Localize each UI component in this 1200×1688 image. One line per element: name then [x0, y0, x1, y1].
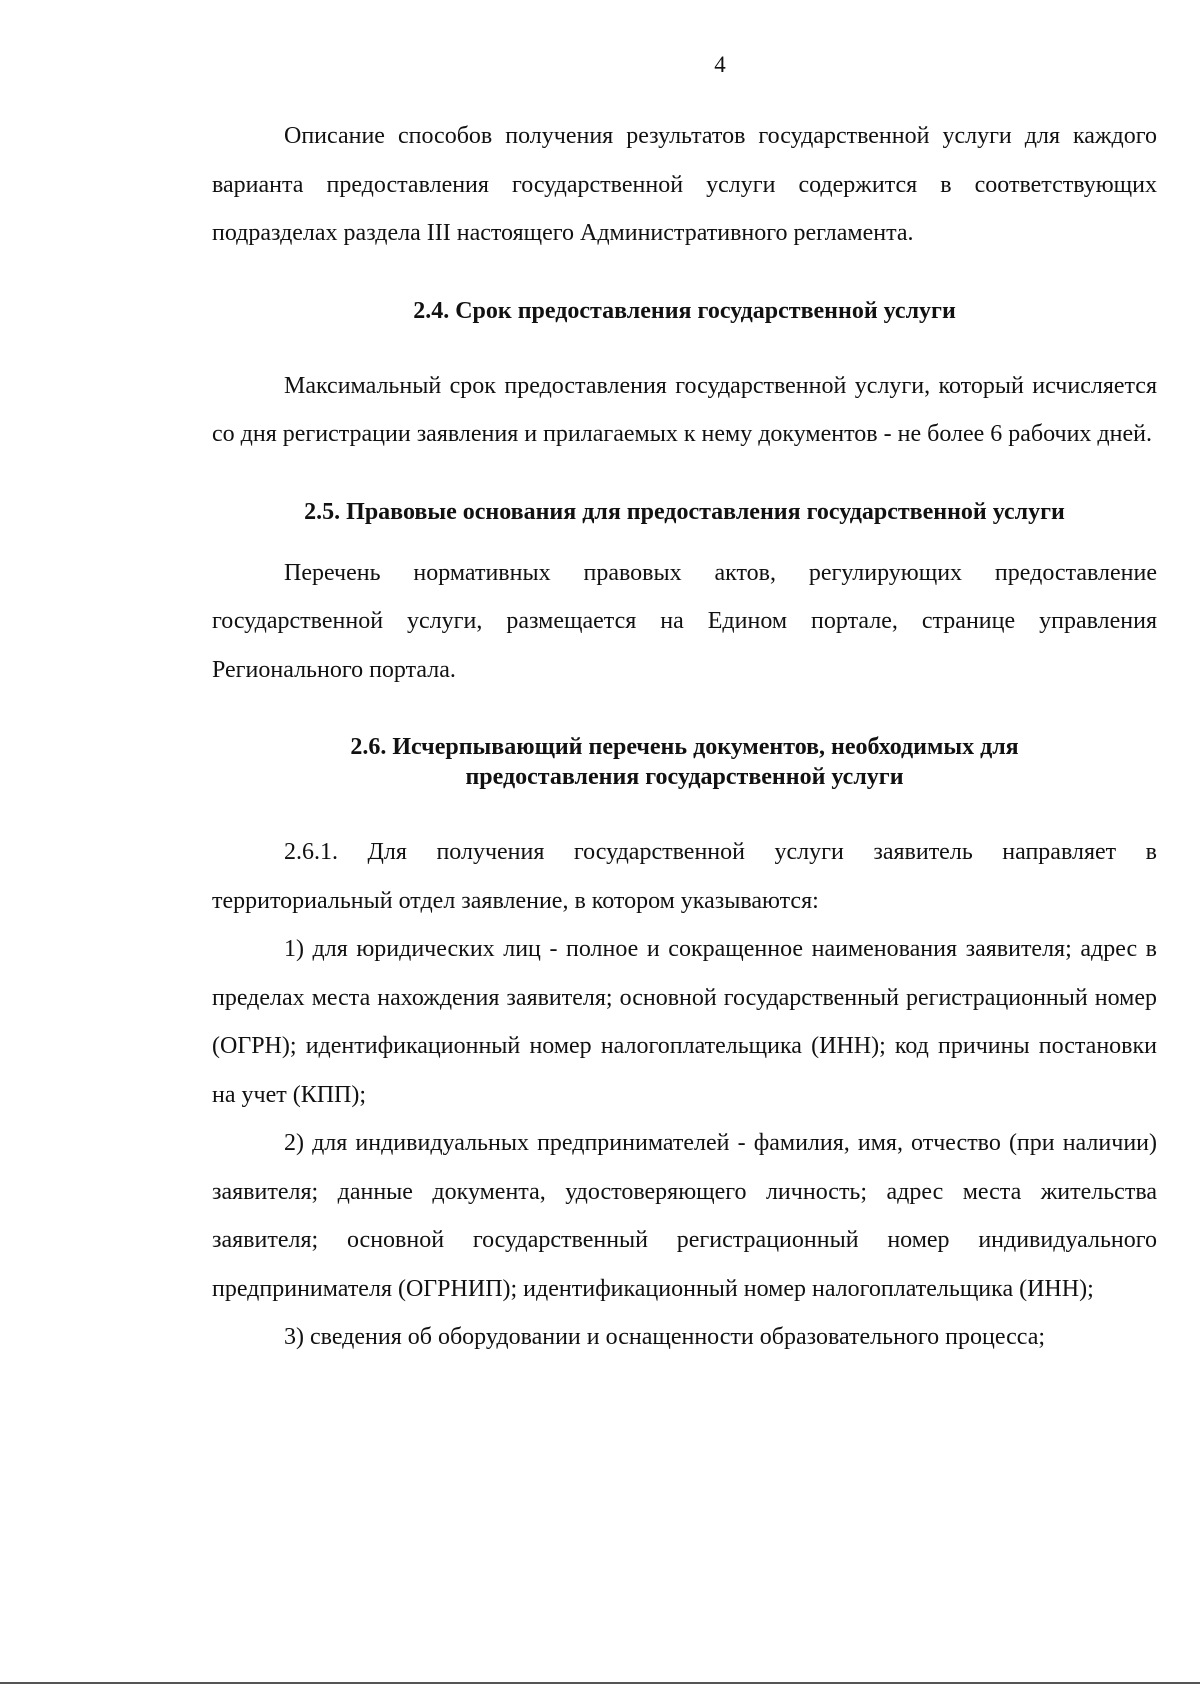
page-number: 4: [714, 52, 726, 77]
section-2-5-paragraph: Перечень нормативных правовых актов, регулирующих предоставление государственной услуги, размещается на Едином портале, странице управления Регионального портала.: [212, 559, 1157, 683]
list-item-entrepreneurs: 2) для индивидуальных предпринимателей - фамилия, имя, отчество (при наличии) заявителя; данные документа, удостоверяющего личность; адрес места жительства заявителя; основной государственный регистрационный номер индивидуального предпринимателя (ОГРНИП); идентификационный номер налогоплательщика (ИНН);: [212, 1130, 1157, 1302]
section-heading-2-4: 2.4. Срок предоставления государственной услуги: [413, 297, 956, 324]
page-bottom-edge: [0, 1682, 1200, 1684]
intro-paragraph: Описание способов получения результатов государственной услуги для каждого варианта предоставления государственной услуги содержится в соответствующих подразделах раздела III настоящего Административного регламента.: [212, 123, 1157, 246]
list-item-legal-entities: 1) для юридических лиц - полное и сокращенное наименования заявителя; адрес в пределах места нахождения заявителя; основной государственный регистрационный номер (ОГРН); идентификационный номер налогоплательщика (ИНН); код причины постановки на учет (КПП);: [212, 936, 1157, 1108]
section-heading-2-6: 2.6. Исчерпывающий перечень документов, необходимых для предоставления государственной услуги: [350, 734, 1019, 790]
section-2-4-paragraph: Максимальный срок предоставления государственной услуги, который исчисляется со дня регистрации заявления и прилагаемых к нему документов - не более 6 рабочих дней.: [212, 372, 1157, 447]
list-item-equipment: 3) сведения об оборудовании и оснащенности образовательного процесса;: [284, 1324, 1046, 1350]
section-heading-2-5: 2.5. Правовые основания для предоставления государственной услуги: [304, 498, 1065, 525]
section-2-6-1-paragraph: 2.6.1. Для получения государственной услуги заявитель направляет в территориальный отдел заявление, в котором указываются:: [212, 839, 1157, 914]
document-body: [212, 112, 1157, 1362]
